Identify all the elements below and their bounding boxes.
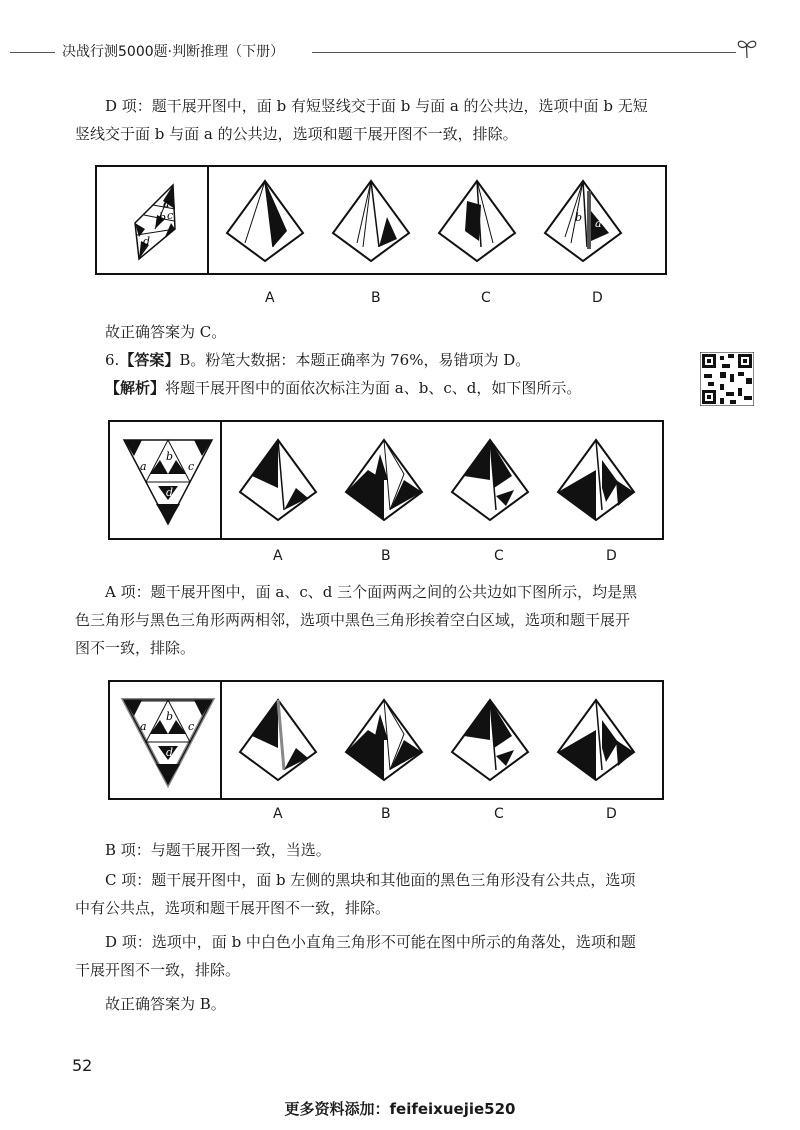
figure-2-label-c: C	[494, 548, 504, 564]
figure-2-option-b	[344, 440, 424, 522]
qr-code-icon	[700, 352, 754, 406]
book-title: 决战行测5000题·判断推理（下册）	[62, 44, 285, 60]
figure-1-option-d	[543, 181, 623, 263]
paragraph-analysis: 【解析】将题干展开图中的面依次标注为面 a、b、c、d，如下图所示。	[105, 379, 582, 397]
figure-1-option-b	[331, 181, 411, 263]
figure-3-option-d	[556, 700, 636, 782]
svg-text:a: a	[140, 460, 147, 473]
figure-1	[95, 165, 667, 275]
figure-1-option-c	[437, 181, 517, 263]
figure-3-label-d: D	[606, 806, 617, 822]
svg-text:a: a	[163, 197, 170, 210]
paragraph-c-1: C 项：题干展开图中，面 b 左侧的黑块和其他面的黑色三角形没有公共点，选项	[105, 871, 636, 889]
paragraph-a-1: A 项：题干展开图中，面 a、c、d 三个面两两之间的公共边如下图所示，均是黑	[105, 583, 638, 601]
svg-text:b: b	[159, 211, 167, 224]
figure-2-option-d	[556, 440, 636, 522]
figure-2-label-b: B	[381, 548, 391, 564]
figure-1-label-c: C	[481, 290, 491, 306]
svg-text:d: d	[143, 235, 151, 248]
svg-text:a: a	[595, 217, 602, 230]
figure-2-net	[120, 434, 216, 530]
svg-text:c: c	[188, 720, 195, 733]
paragraph-a-2: 色三角形与黑色三角形两两相邻，选项中黑色三角形挨着空白区域，选项和题干展开	[75, 611, 631, 629]
figure-3-divider	[220, 682, 222, 798]
paragraph-answer-c: 故正确答案为 C。	[105, 323, 227, 341]
paragraph-d-previous-1: D 项：题干展开图中，面 b 有短竖线交于面 b 与面 a 的公共边，选项中面 b 无短	[105, 97, 648, 115]
svg-text:d: d	[166, 746, 174, 759]
figure-3-option-b	[344, 700, 424, 782]
figure-2-divider	[220, 422, 222, 538]
figure-3-net	[120, 694, 216, 790]
svg-text:d: d	[166, 486, 174, 499]
figure-3-option-c	[450, 700, 530, 782]
figure-3-label-c: C	[494, 806, 504, 822]
paragraph-d-1: D 项：选项中，面 b 中白色小直角三角形不可能在图中所示的角落处，选项和题	[105, 933, 636, 951]
figure-1-label-d: D	[592, 290, 603, 306]
paragraph-b: B 项：与题干展开图一致，当选。	[105, 841, 331, 859]
figure-3-label-a: A	[273, 806, 283, 822]
footer-note: 更多资料添加：feifeixuejie520	[284, 1100, 516, 1118]
paragraph-answer-6: 6.【答案】B。粉笔大数据：本题正确率为 76%，易错项为 D。	[105, 351, 531, 369]
paragraph-c-2: 中有公共点，选项和题干展开图不一致，排除。	[75, 899, 391, 917]
figure-1-label-a: A	[265, 290, 275, 306]
figure-2-option-a	[238, 440, 318, 522]
paragraph-answer-b: 故正确答案为 B。	[105, 995, 226, 1013]
figure-1-net	[115, 179, 195, 261]
header-rule-right	[312, 52, 736, 53]
figure-2-label-a: A	[273, 548, 283, 564]
svg-text:b: b	[575, 211, 583, 224]
figure-3	[108, 680, 664, 800]
header-rule-left	[10, 52, 55, 53]
figure-1-label-b: B	[371, 290, 381, 306]
figure-3-label-b: B	[381, 806, 391, 822]
figure-3-option-a	[238, 700, 318, 782]
sprout-icon	[734, 36, 760, 60]
figure-2-label-d: D	[606, 548, 617, 564]
svg-text:b: b	[166, 450, 174, 463]
figure-1-option-a	[225, 181, 305, 263]
page-number: 52	[72, 1056, 93, 1075]
svg-text:a: a	[140, 720, 147, 733]
paragraph-d-2: 干展开图不一致，排除。	[75, 961, 241, 979]
svg-text:c: c	[167, 209, 174, 222]
figure-1-divider	[207, 167, 209, 273]
svg-text:c: c	[188, 460, 195, 473]
figure-2-option-c	[450, 440, 530, 522]
running-header	[0, 36, 800, 66]
paragraph-a-3: 图不一致，排除。	[75, 639, 196, 657]
figure-2	[108, 420, 664, 540]
paragraph-d-previous-2: 竖线交于面 b 与面 a 的公共边，选项和题干展开图不一致，排除。	[75, 125, 518, 143]
svg-text:b: b	[166, 710, 174, 723]
